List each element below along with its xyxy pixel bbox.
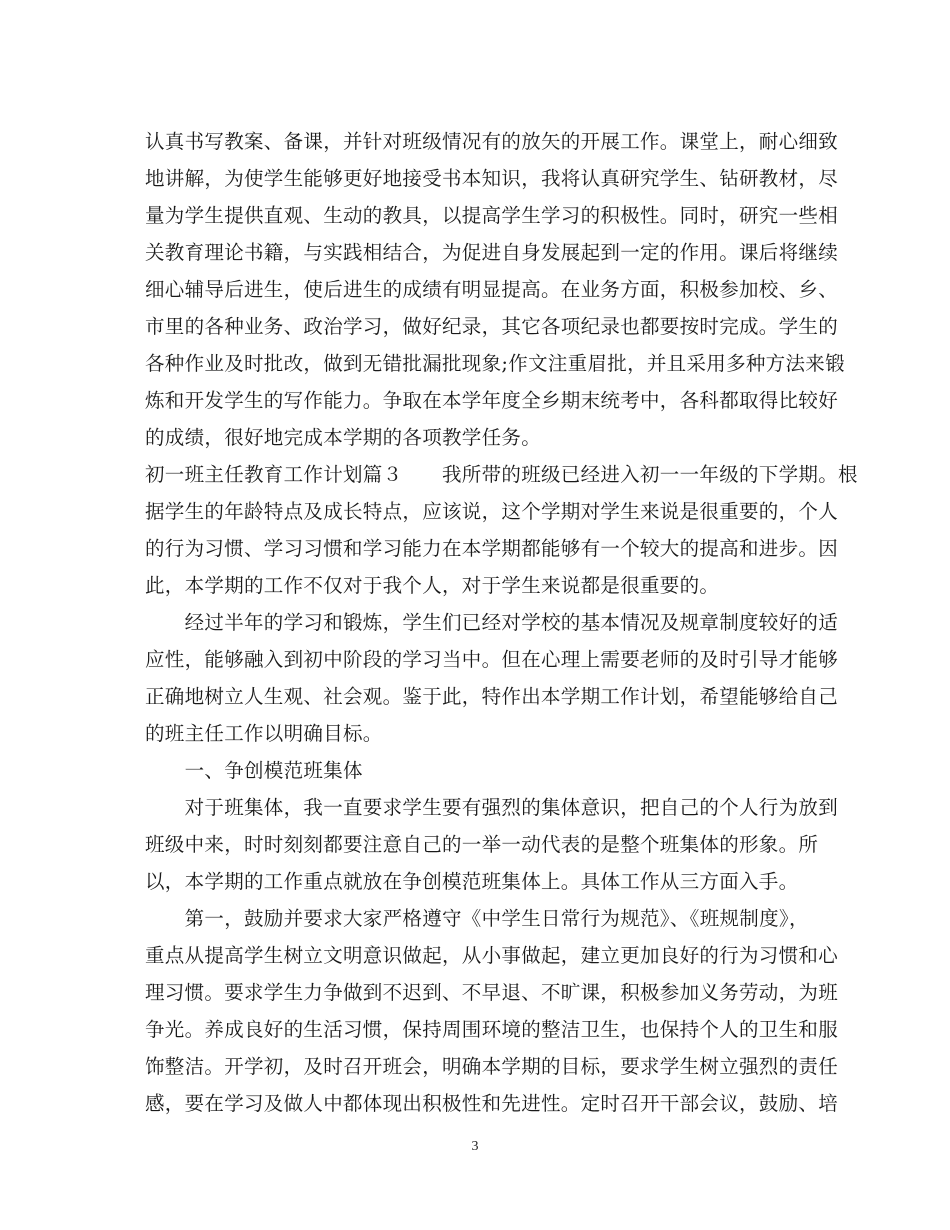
text-line: 饰整洁。开学初，及时召开班会，明确本学期的目标，要求学生树立强烈的责任 bbox=[145, 1055, 839, 1078]
text-line: 据学生的年龄特点及成长特点，应该说，这个学期对学生来说是很重要的，个人 bbox=[145, 500, 839, 523]
text-line: 对于班集体，我一直要求学生要有强烈的集体意识，把自己的个人行为放到 bbox=[145, 796, 839, 819]
text-line: 理习惯。要求学生力争做到不迟到、不早退、不旷课，积极参加义务劳动，为班 bbox=[145, 981, 839, 1004]
page-number: 3 bbox=[471, 1139, 479, 1154]
text-line: 此，本学期的工作不仅对于我个人，对于学生来说都是很重要的。 bbox=[145, 574, 720, 597]
text-line: 市里的各种业务、政治学习，做好纪录，其它各项纪录也都要按时完成。学生的 bbox=[145, 315, 839, 338]
subheading-line: 一、争创模范班集体 bbox=[145, 759, 363, 782]
text-line: 班级中来，时时刻刻都要注意自己的一举一动代表的是整个班集体的形象。所 bbox=[145, 833, 819, 856]
text-line: 经过半年的学习和锻炼，学生们已经对学校的基本情况及规章制度较好的适 bbox=[145, 611, 839, 634]
text-line: 应性，能够融入到初中阶段的学习当中。但在心理上需要老师的及时引导才能够 bbox=[145, 648, 839, 671]
text-line: 炼和开发学生的写作能力。争取在本学年度全乡期末统考中，各科都取得比较好 bbox=[145, 389, 839, 412]
text-line: 各种作业及时批改，做到无错批漏批现象;作文注重眉批，并且采用多种方法来锻 bbox=[145, 352, 845, 375]
text-line: 地讲解，为使学生能够更好地接受书本知识，我将认真研究学生、钻研教材，尽 bbox=[145, 167, 839, 190]
text-line: 的班主任工作以明确目标。 bbox=[145, 722, 383, 745]
text-line: 重点从提高学生树立文明意识做起，从小事做起，建立更加良好的行为习惯和心 bbox=[145, 944, 839, 967]
text-line: 的行为习惯、学习习惯和学习能力在本学期都能够有一个较大的提高和进步。因 bbox=[145, 537, 839, 560]
text-line: 正确地树立人生观、社会观。鉴于此，特作出本学期工作计划，希望能够给自己 bbox=[145, 685, 839, 708]
section-heading-line: 初一班主任教育工作计划篇３ 我所带的班级已经进入初一一年级的下学期。根 bbox=[145, 463, 858, 486]
text-line: 第一，鼓励并要求大家严格遵守《中学生日常行为规范》、《班规制度》， bbox=[145, 907, 809, 930]
text-line: 以，本学期的工作重点就放在争创模范班集体上。具体工作从三方面入手。 bbox=[145, 870, 799, 893]
text-line: 关教育理论书籍，与实践相结合，为促进自身发展起到一定的作用。课后将继续 bbox=[145, 241, 839, 264]
text-line: 感，要在学习及做人中都体现出积极性和先进性。定时召开干部会议，鼓励、培 bbox=[145, 1092, 839, 1115]
text-line: 量为学生提供直观、生动的教具，以提高学生学习的积极性。同时，研究一些相 bbox=[145, 204, 839, 227]
text-line: 争光。养成良好的生活习惯，保持周围环境的整洁卫生，也保持个人的卫生和服 bbox=[145, 1018, 839, 1041]
text-line: 的成绩，很好地完成本学期的各项教学任务。 bbox=[145, 426, 542, 449]
text-line: 认真书写教案、备课，并针对班级情况有的放矢的开展工作。课堂上，耐心细致 bbox=[145, 130, 839, 153]
text-line: 细心辅导后进生，使后进生的成绩有明显提高。在业务方面，积极参加校、乡、 bbox=[145, 278, 839, 301]
